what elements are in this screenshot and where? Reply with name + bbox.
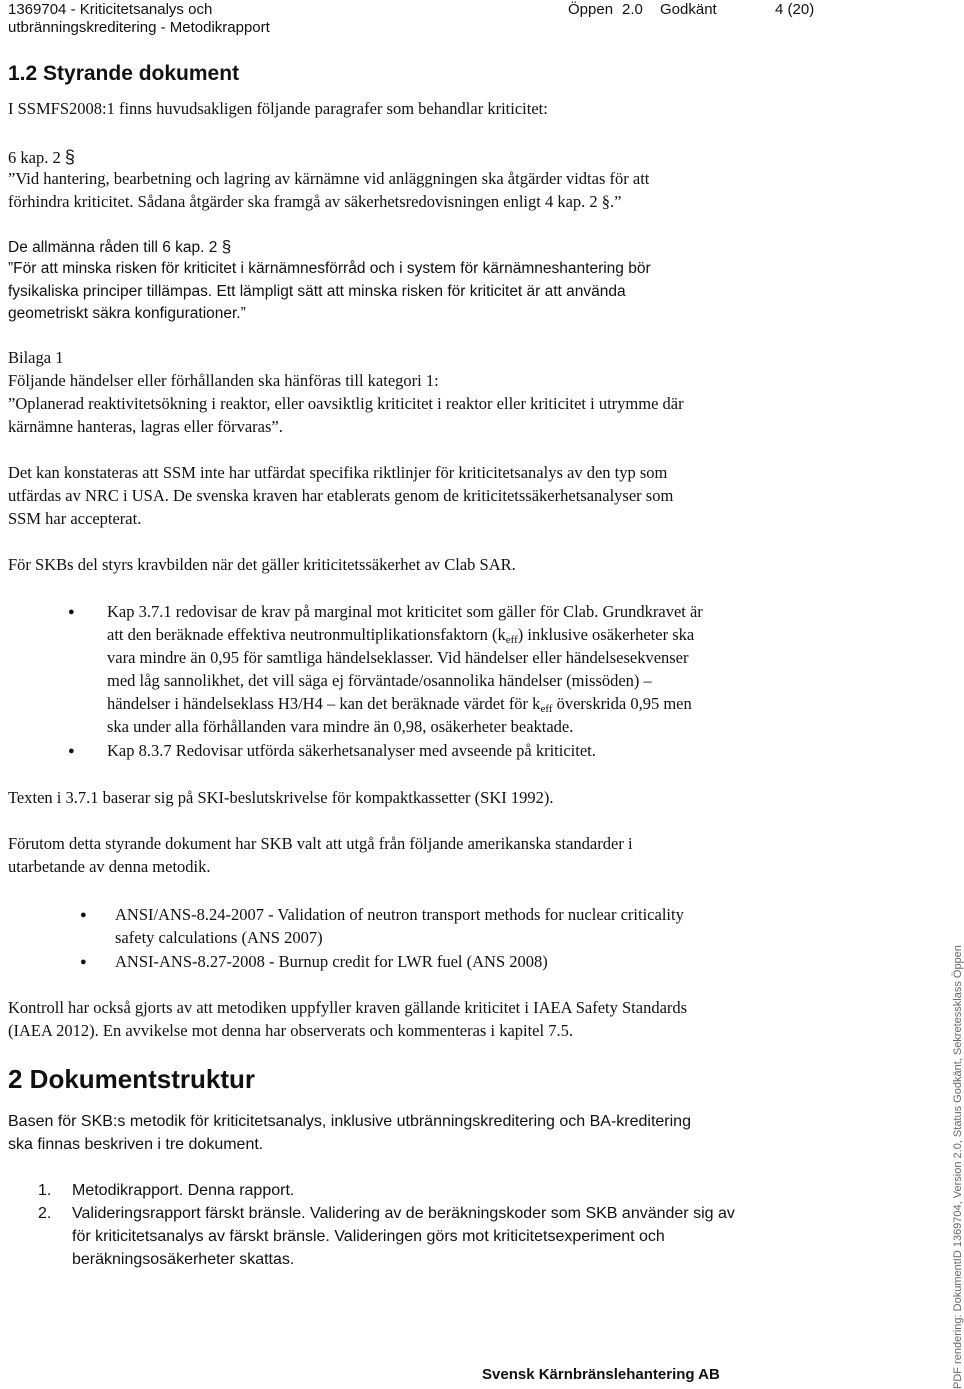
quote-line: ”Vid hantering, bearbetning och lagring av kärnämne vid anläggningen ska åtgärder vidtas för att bbox=[8, 169, 650, 188]
bullet-line: ANSI-ANS-8.27-2008 - Burnup credit for LWR fuel (ANS 2008) bbox=[115, 952, 548, 971]
list-number: 1. bbox=[38, 1182, 52, 1199]
bullet-line: händelser i händelseklass H3/H4 – kan det beräknade värdet för $k_{eff}$ överskrida 0,95 men bbox=[107, 694, 692, 715]
quote-line: ”Oplanerad reaktivitetsökning i reaktor, eller oavsiktlig kriticitet i reaktor eller kriticitet i utrymme där bbox=[8, 394, 684, 413]
section-heading-2: 2 Dokumentstruktur bbox=[8, 1064, 256, 1094]
paragraph-line: Det kan konstateras att SSM inte har utfärdat specifika riktlinjer för kriticitetsanalys av den typ som bbox=[8, 463, 668, 482]
general-advice-heading: De allmänna råden till 6 kap. 2 § bbox=[8, 237, 232, 256]
quote-line: ”För att minska risken för kriticitet i kärnämnesförråd och i system för kärnämneshantering bör bbox=[8, 260, 651, 277]
paragraph-line: Kontroll har också gjorts av att metodiken uppfyller kraven gällande kriticitet i IAEA Safety Standards bbox=[8, 998, 688, 1017]
paragraph-line: Förutom detta styrande dokument har SKB valt att utgå från följande amerikanska standarder i bbox=[8, 834, 633, 853]
quote-line: förhindra kriticitet. Sådana åtgärder ska framgå av säkerhetsredovisningen enligt 4 kap. 2 §.” bbox=[8, 192, 622, 211]
doc-title-line2: utbränningskreditering - Metodikrapport bbox=[8, 19, 270, 36]
bullet-line: vara mindre än 0,95 för samtliga händelseklasser. Vid händelser eller händelsesekvenser bbox=[107, 648, 689, 667]
bullet-line: ANSI/ANS-8.24-2007 - Validation of neutron transport methods for nuclear criticality bbox=[115, 905, 684, 924]
paragraph-line: (IAEA 2012). En avvikelse mot denna har observerats och kommenteras i kapitel 7.5. bbox=[8, 1021, 573, 1040]
bullet-line: Kap 8.3.7 Redovisar utförda säkerhetsanalyser med avseende på kriticitet. bbox=[107, 741, 596, 760]
paragraph-line: Basen för SKB:s metodik för kriticitetsanalys, inklusive utbränningskreditering och BA-kreditering bbox=[8, 1113, 691, 1130]
bullet-line: ska under alla förhållanden vara mindre än 0,98, osäkerheter beaktade. bbox=[107, 717, 574, 736]
section-sign: § bbox=[64, 147, 75, 167]
list-item: för kriticitetsanalys av färskt bränsle. Valideringen görs mot kriticitetsexperiment och bbox=[72, 1228, 665, 1245]
list-item: Metodikrapport. Denna rapport. bbox=[72, 1182, 295, 1199]
section-heading-1-2: 1.2 Styrande dokument bbox=[8, 62, 240, 85]
footer-company: Svensk Kärnbränslehantering AB bbox=[482, 1366, 720, 1383]
quote-line: geometriskt säkra konfigurationer.” bbox=[8, 305, 246, 322]
bullet-line: med låg sannolikhet, det vill säga ej förväntade/osannolika händelser (missöden) – bbox=[107, 671, 652, 690]
paragraph-line: utarbetande av denna metodik. bbox=[8, 857, 211, 876]
list-number: 2. bbox=[38, 1205, 52, 1222]
bullet-line: att den beräknade effektiva neutronmultiplikationsfaktorn $(k_{eff})$ inklusive osäkerheter ska bbox=[107, 625, 695, 646]
document-status: Godkänt bbox=[660, 1, 717, 18]
bilaga-intro: Följande händelser eller förhållanden ska hänföras till kategori 1: bbox=[8, 371, 439, 390]
pdf-rendering-stamp: PDF rendering: DokumentID 1369704, Version 2.0, Status Godkänt, Sekretessklass Öppen bbox=[952, 945, 964, 1389]
paragraph-line: Texten i 3.7.1 baserar sig på SKI-beslutskrivelse för kompaktkassetter (SKI 1992). bbox=[8, 788, 554, 807]
paragraph-ref-6-kap-2: 6 kap. 2 § bbox=[8, 147, 75, 167]
list-item: Valideringsrapport färskt bränsle. Validering av de beräkningskoder som SKB använder sig av bbox=[72, 1205, 735, 1222]
doc-title-line1: 1369704 - Kriticitetsanalys och bbox=[8, 1, 213, 18]
intro-paragraph: I SSMFS2008:1 finns huvudsakligen följande paragrafer som behandlar kriticitet: bbox=[8, 99, 548, 118]
list-item: beräkningsosäkerheter skattas. bbox=[72, 1251, 295, 1268]
page-number: 4 (20) bbox=[775, 1, 815, 18]
bullet-line: Kap 3.7.1 redovisar de krav på marginal mot kriticitet som gäller för Clab. Grundkravet är bbox=[107, 602, 703, 621]
paragraph-line: utfärdas av NRC i USA. De svenska kraven har etablerats genom de kriticitetssäkerhetsanalyser som bbox=[8, 486, 674, 505]
bilaga-heading: Bilaga 1 bbox=[8, 348, 64, 367]
paragraph-line: SSM har accepterat. bbox=[8, 509, 142, 528]
bullet-line: safety calculations (ANS 2007) bbox=[115, 928, 323, 947]
quote-line: kärnämne hanteras, lagras eller förvaras”. bbox=[8, 417, 283, 436]
bullet-icon: ● bbox=[80, 909, 87, 921]
bullet-icon: ● bbox=[68, 606, 75, 618]
version-number: 2.0 bbox=[622, 1, 643, 18]
quote-line: fysikaliska principer tillämpas. Ett lämpligt sätt att minska risken för kriticitet är att använda bbox=[8, 283, 626, 300]
access-class: Öppen bbox=[568, 1, 614, 18]
bullet-icon: ● bbox=[68, 745, 75, 757]
paragraph-line: ska finnas beskriven i tre dokument. bbox=[8, 1136, 264, 1153]
paragraph-line: För SKBs del styrs kravbilden när det gäller kriticitetssäkerhet av Clab SAR. bbox=[8, 555, 516, 574]
bullet-icon: ● bbox=[80, 956, 87, 968]
